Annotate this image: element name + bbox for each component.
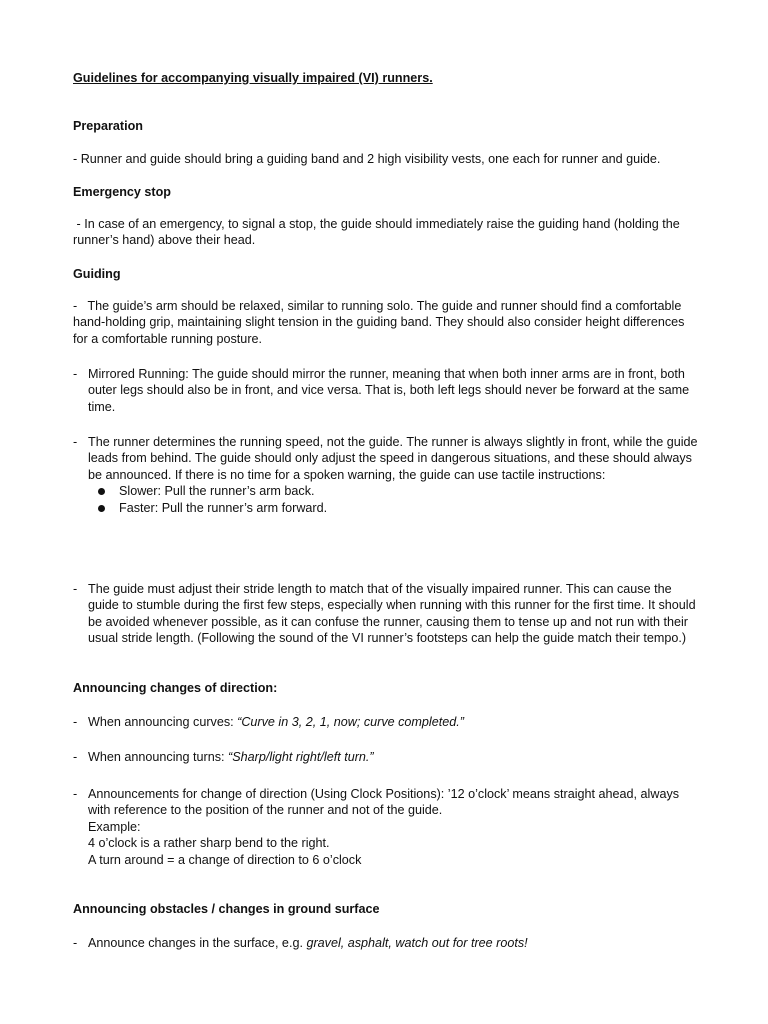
list-dash: - [73, 715, 78, 729]
bullet-icon [98, 488, 105, 495]
list-item-clock-positions [73, 786, 698, 868]
list-item-running-speed [73, 434, 698, 516]
bullet-item: Faster: Pull the runner’s arm forward. [98, 500, 698, 516]
list-dash: - [73, 936, 78, 950]
clock-text: Announcements for change of direction (Using Clock Positions): ’12 o’clock’ means straight ahead, always with reference to the position of the runner and not of the guide. [88, 787, 680, 818]
list-dash: - [73, 582, 78, 596]
paragraph-preparation: - Runner and guide should bring a guiding band and 2 high visibility vests, one each for runner and guide. [73, 152, 661, 166]
surface-examples: gravel, asphalt, watch out for tree roots! [306, 936, 528, 950]
list-item-stride-length [73, 581, 698, 647]
heading-emergency-stop: Emergency stop [73, 185, 171, 199]
paragraph-emergency-stop: - In case of an emergency, to signal a stop, the guide should immediately raise the guiding hand (holding the runner’s hand) above their head. [73, 217, 684, 248]
list-dash: - [73, 435, 78, 449]
turns-label: When announcing turns: [88, 750, 229, 764]
bullet-icon [98, 505, 105, 512]
example-label: Example: [88, 819, 141, 834]
document-title: Guidelines for accompanying visually impaired (VI) runners. [73, 71, 433, 85]
list-dash: - [73, 787, 78, 801]
list-item-text: Mirrored Running: The guide should mirror the runner, meaning that when both inner arms are in front, both outer legs should also be in front, and vice versa. That is, both left legs should never be forward at the same time. [88, 367, 690, 414]
list-item-curves [73, 714, 698, 730]
curves-quote: “Curve in 3, 2, 1, now; curve completed.” [237, 715, 464, 729]
curves-label: When announcing curves: [88, 715, 238, 729]
heading-guiding: Guiding [73, 267, 121, 281]
list-item-text: The runner determines the running speed, not the guide. The runner is always slightly in front, while the guide leads from behind. The guide should only adjust the speed in dangerous situations, and these should always be announced. If there is no time for a spoken warning, the guide can use tactile instructions: [88, 435, 698, 482]
example-1: 4 o’clock is a rather sharp bend to the right. [88, 836, 330, 851]
list-dash: - [73, 750, 78, 764]
surface-label: Announce changes in the surface, e.g. [88, 936, 307, 950]
turns-quote: “Sharp/light right/left turn.” [228, 750, 374, 764]
list-item-mirrored-running [73, 366, 698, 415]
example-2: A turn around = a change of direction to 6 o’clock [88, 852, 362, 867]
bullet-item: Slower: Pull the runner’s arm back. [98, 483, 698, 499]
list-item-surface [73, 935, 698, 951]
heading-preparation: Preparation [73, 119, 143, 133]
heading-obstacles: Announcing obstacles / changes in ground surface [73, 902, 380, 916]
bullet-list [98, 483, 698, 516]
paragraph-guiding-intro: - The guide’s arm should be relaxed, similar to running solo. The guide and runner should find a comfortable hand-holding grip, maintaining slight tension in the guiding band. They should also consider height differences for a comfortable running posture. [73, 299, 688, 346]
list-dash: - [73, 367, 78, 381]
list-item-turns [73, 749, 698, 765]
heading-changes-of-direction: Announcing changes of direction: [73, 681, 278, 695]
list-item-text: The guide must adjust their stride length to match that of the visually impaired runner. This can cause the guide to stumble during the first few steps, especially when running with this runner for the first time. It should be avoided whenever possible, as it can confuse the runner, causing them to tense up and not run with their usual stride length. (Following the sound of the VI runner’s footsteps can help the guide match their tempo.) [88, 582, 696, 646]
